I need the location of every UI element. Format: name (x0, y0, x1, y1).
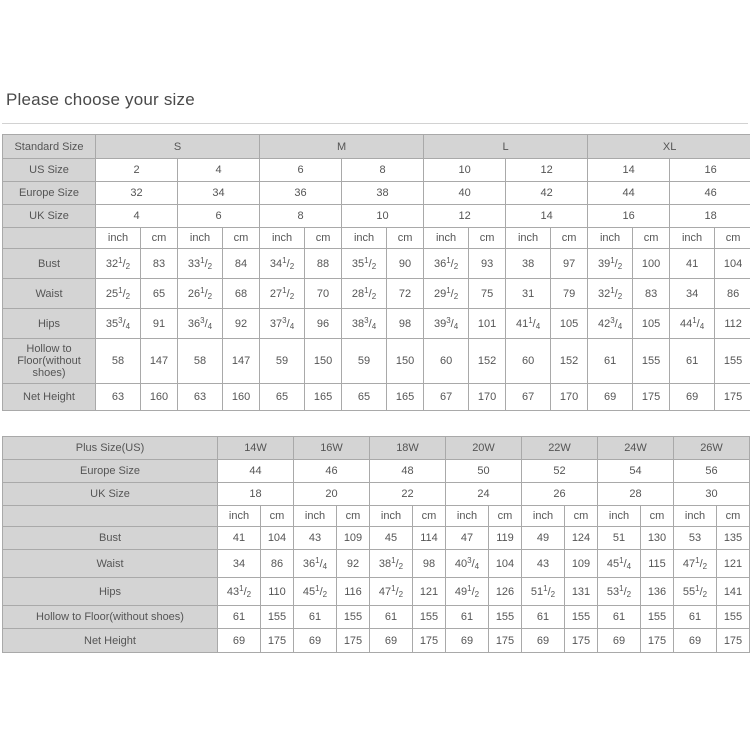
size-group-cell: 26W (674, 437, 750, 460)
title-divider (2, 123, 748, 124)
unit-cell: cm (413, 506, 446, 527)
measure-value-cell: 45 (370, 527, 413, 550)
row-label-cell: Hips (3, 309, 96, 339)
measure-value-cell: 70 (305, 279, 342, 309)
measure-value-cell: 101 (469, 309, 506, 339)
measure-value-cell: 75 (469, 279, 506, 309)
row-label-cell: Hollow to Floor(without shoes) (3, 606, 218, 629)
measure-value-cell: 38 (506, 249, 551, 279)
size-group-cell: S (96, 135, 260, 159)
standard-size-table (2, 134, 750, 411)
size-value-cell: 40 (424, 182, 506, 205)
size-value-cell: 50 (446, 460, 522, 483)
measure-value-cell: $35^3/_4$ (96, 309, 141, 339)
size-value-cell: 8 (260, 205, 342, 228)
unit-cell: inch (506, 228, 551, 249)
measure-value-cell: 63 (178, 384, 223, 411)
unit-cell: cm (141, 228, 178, 249)
unit-cell: cm (633, 228, 670, 249)
size-group-cell: L (424, 135, 588, 159)
measure-value-cell: $29^1/_2$ (424, 279, 469, 309)
size-group-cell: 20W (446, 437, 522, 460)
table-row (3, 606, 750, 629)
measure-value-cell: 43 (522, 550, 565, 578)
measure-value-cell: 152 (469, 339, 506, 384)
measure-value-cell: $38^3/_4$ (342, 309, 387, 339)
unit-cell: inch (370, 506, 413, 527)
measure-value-cell: $33^1/_2$ (178, 249, 223, 279)
measure-value-cell: 115 (641, 550, 674, 578)
unit-cell: inch (218, 506, 261, 527)
measure-value-cell: 175 (413, 629, 446, 653)
table-row (3, 279, 750, 309)
unit-cell: inch (598, 506, 641, 527)
unit-cell: cm (305, 228, 342, 249)
size-value-cell: 42 (506, 182, 588, 205)
measure-value-cell: 92 (337, 550, 370, 578)
row-label-cell: UK Size (3, 483, 218, 506)
measure-value-cell: $32^1/_2$ (588, 279, 633, 309)
measure-value-cell: 61 (370, 606, 413, 629)
measure-value-cell: 41 (218, 527, 261, 550)
measure-value-cell: $51^1/_2$ (522, 578, 565, 606)
measure-value-cell: 65 (260, 384, 305, 411)
size-group-cell: 18W (370, 437, 446, 460)
measure-value-cell: $47^1/_2$ (674, 550, 717, 578)
size-group-cell: XL (588, 135, 750, 159)
measure-value-cell: 155 (413, 606, 446, 629)
size-value-cell: 38 (342, 182, 424, 205)
measure-value-cell: 155 (633, 339, 670, 384)
measure-value-cell: 104 (261, 527, 294, 550)
unit-cell: cm (469, 228, 506, 249)
measure-value-cell: 51 (598, 527, 641, 550)
measure-value-cell: 135 (717, 527, 750, 550)
page-title: Please choose your size (6, 90, 195, 109)
measure-value-cell: $55^1/_2$ (674, 578, 717, 606)
row-label-cell: Net Height (3, 384, 96, 411)
measure-value-cell: 175 (641, 629, 674, 653)
measure-value-cell: 69 (674, 629, 717, 653)
size-value-cell: 36 (260, 182, 342, 205)
measure-value-cell: $39^1/_2$ (588, 249, 633, 279)
measure-value-cell: 109 (337, 527, 370, 550)
size-value-cell: 28 (598, 483, 674, 506)
measure-value-cell: 58 (178, 339, 223, 384)
measure-value-cell: 83 (141, 249, 178, 279)
measure-value-cell: 91 (141, 309, 178, 339)
unit-header-row (3, 228, 750, 249)
measure-value-cell: 59 (260, 339, 305, 384)
measure-value-cell: 165 (305, 384, 342, 411)
measure-value-cell: $36^3/_4$ (178, 309, 223, 339)
size-value-cell: 20 (294, 483, 370, 506)
measure-value-cell: 175 (717, 629, 750, 653)
row-label-cell: Hips (3, 578, 218, 606)
measure-value-cell: 121 (717, 550, 750, 578)
measure-value-cell: 155 (715, 339, 750, 384)
unit-cell: inch (294, 506, 337, 527)
size-group-cell: 24W (598, 437, 674, 460)
unit-cell: inch (96, 228, 141, 249)
measure-value-cell: 130 (641, 527, 674, 550)
size-value-cell: 48 (370, 460, 446, 483)
measure-value-cell: $43^1/_2$ (218, 578, 261, 606)
size-value-cell: 34 (178, 182, 260, 205)
size-value-cell: 54 (598, 460, 674, 483)
measure-value-cell: $45^1/_4$ (598, 550, 641, 578)
table-row (3, 205, 750, 228)
measure-value-cell: 155 (261, 606, 294, 629)
measure-value-cell: 31 (506, 279, 551, 309)
table-row (3, 159, 750, 182)
measure-value-cell: 126 (489, 578, 522, 606)
measure-value-cell: 69 (218, 629, 261, 653)
unit-cell: cm (387, 228, 424, 249)
measure-value-cell: 136 (641, 578, 674, 606)
size-value-cell: 4 (178, 159, 260, 182)
row-label-cell: Europe Size (3, 460, 218, 483)
measure-value-cell: $53^1/_2$ (598, 578, 641, 606)
measure-value-cell: 150 (305, 339, 342, 384)
measure-value-cell: 116 (337, 578, 370, 606)
table-row (3, 182, 750, 205)
row-label-cell: Net Height (3, 629, 218, 653)
table-row (3, 309, 750, 339)
measure-value-cell: 63 (96, 384, 141, 411)
measure-value-cell: 175 (633, 384, 670, 411)
measure-value-cell: 65 (141, 279, 178, 309)
size-value-cell: 18 (218, 483, 294, 506)
size-value-cell: 12 (424, 205, 506, 228)
measure-value-cell: 109 (565, 550, 598, 578)
size-value-cell: 22 (370, 483, 446, 506)
size-value-cell: 44 (588, 182, 670, 205)
measure-value-cell: 61 (674, 606, 717, 629)
measure-value-cell: $34^1/_2$ (260, 249, 305, 279)
table-row (3, 629, 750, 653)
measure-value-cell: 155 (489, 606, 522, 629)
size-value-cell: 10 (342, 205, 424, 228)
measure-value-cell: 43 (294, 527, 337, 550)
size-value-cell: 52 (522, 460, 598, 483)
measure-value-cell: 175 (337, 629, 370, 653)
size-value-cell: 4 (96, 205, 178, 228)
size-value-cell: 46 (294, 460, 370, 483)
size-value-cell: 10 (424, 159, 506, 182)
table-header-row (3, 135, 750, 159)
row-label-cell: Waist (3, 279, 96, 309)
unit-cell: inch (674, 506, 717, 527)
size-value-cell: 24 (446, 483, 522, 506)
measure-value-cell: $35^1/_2$ (342, 249, 387, 279)
measure-value-cell: 105 (633, 309, 670, 339)
measure-value-cell: 41 (670, 249, 715, 279)
row-label-cell: Waist (3, 550, 218, 578)
measure-value-cell: 98 (387, 309, 424, 339)
size-value-cell: 6 (178, 205, 260, 228)
measure-value-cell: 155 (337, 606, 370, 629)
table-row (3, 384, 750, 411)
measure-value-cell: 61 (218, 606, 261, 629)
table-row (3, 527, 750, 550)
blank-label-cell (3, 506, 218, 527)
size-value-cell: 44 (218, 460, 294, 483)
measure-value-cell: $45^1/_2$ (294, 578, 337, 606)
measure-value-cell: 175 (565, 629, 598, 653)
measure-value-cell: 72 (387, 279, 424, 309)
size-value-cell: 32 (96, 182, 178, 205)
measure-value-cell: 170 (469, 384, 506, 411)
measure-value-cell: 160 (223, 384, 260, 411)
measure-value-cell: 93 (469, 249, 506, 279)
measure-value-cell: 88 (305, 249, 342, 279)
table-row (3, 249, 750, 279)
measure-value-cell: 114 (413, 527, 446, 550)
measure-value-cell: 98 (413, 550, 446, 578)
size-value-cell: 46 (670, 182, 750, 205)
measure-value-cell: 131 (565, 578, 598, 606)
row-label-cell: Bust (3, 527, 218, 550)
measure-value-cell: 69 (294, 629, 337, 653)
measure-value-cell: 110 (261, 578, 294, 606)
size-value-cell: 56 (674, 460, 750, 483)
row-label-cell: US Size (3, 159, 96, 182)
corner-label-cell: Standard Size (3, 135, 96, 159)
measure-value-cell: 165 (387, 384, 424, 411)
measure-value-cell: 141 (717, 578, 750, 606)
unit-cell: inch (588, 228, 633, 249)
unit-cell: inch (342, 228, 387, 249)
row-label-cell: Hollow to Floor(without shoes) (3, 339, 96, 384)
unit-cell: inch (178, 228, 223, 249)
size-group-cell: 16W (294, 437, 370, 460)
measure-value-cell: 69 (588, 384, 633, 411)
measure-value-cell: 150 (387, 339, 424, 384)
measure-value-cell: 160 (141, 384, 178, 411)
measure-value-cell: 97 (551, 249, 588, 279)
measure-value-cell: 69 (670, 384, 715, 411)
measure-value-cell: 170 (551, 384, 588, 411)
measure-value-cell: $36^1/_2$ (424, 249, 469, 279)
size-value-cell: 2 (96, 159, 178, 182)
measure-value-cell: 112 (715, 309, 750, 339)
measure-value-cell: 67 (506, 384, 551, 411)
measure-value-cell: 69 (446, 629, 489, 653)
measure-value-cell: $40^3/_4$ (446, 550, 489, 578)
measure-value-cell: 155 (641, 606, 674, 629)
measure-value-cell: 69 (370, 629, 413, 653)
measure-value-cell: 155 (565, 606, 598, 629)
measure-value-cell: 104 (489, 550, 522, 578)
measure-value-cell: $44^1/_4$ (670, 309, 715, 339)
unit-cell: cm (337, 506, 370, 527)
measure-value-cell: 69 (598, 629, 641, 653)
measure-value-cell: 83 (633, 279, 670, 309)
unit-cell: inch (522, 506, 565, 527)
measure-value-cell: 104 (715, 249, 750, 279)
table-row (3, 483, 750, 506)
measure-value-cell: 58 (96, 339, 141, 384)
measure-value-cell: 60 (424, 339, 469, 384)
unit-cell: cm (715, 228, 750, 249)
measure-value-cell: 175 (715, 384, 750, 411)
unit-cell: cm (641, 506, 674, 527)
size-value-cell: 26 (522, 483, 598, 506)
measure-value-cell: 119 (489, 527, 522, 550)
measure-value-cell: 34 (218, 550, 261, 578)
table-header-row (3, 437, 750, 460)
corner-label-cell: Plus Size(US) (3, 437, 218, 460)
measure-value-cell: 34 (670, 279, 715, 309)
measure-value-cell: $25^1/_2$ (96, 279, 141, 309)
measure-value-cell: 68 (223, 279, 260, 309)
unit-cell: inch (424, 228, 469, 249)
blank-label-cell (3, 228, 96, 249)
measure-value-cell: 67 (424, 384, 469, 411)
size-value-cell: 16 (670, 159, 750, 182)
measure-value-cell: 47 (446, 527, 489, 550)
unit-cell: cm (717, 506, 750, 527)
size-value-cell: 14 (588, 159, 670, 182)
unit-cell: cm (551, 228, 588, 249)
measure-value-cell: $42^3/_4$ (588, 309, 633, 339)
measure-value-cell: $49^1/_2$ (446, 578, 489, 606)
table-row (3, 460, 750, 483)
unit-cell: inch (260, 228, 305, 249)
measure-value-cell: 49 (522, 527, 565, 550)
unit-cell: cm (565, 506, 598, 527)
size-value-cell: 16 (588, 205, 670, 228)
unit-cell: cm (223, 228, 260, 249)
measure-value-cell: 147 (223, 339, 260, 384)
measure-value-cell: 61 (294, 606, 337, 629)
measure-value-cell: 121 (413, 578, 446, 606)
measure-value-cell: 105 (551, 309, 588, 339)
measure-value-cell: 124 (565, 527, 598, 550)
table-row (3, 550, 750, 578)
unit-cell: cm (489, 506, 522, 527)
measure-value-cell: 84 (223, 249, 260, 279)
measure-value-cell: 96 (305, 309, 342, 339)
measure-value-cell: 86 (715, 279, 750, 309)
unit-header-row (3, 506, 750, 527)
size-value-cell: 18 (670, 205, 750, 228)
size-value-cell: 12 (506, 159, 588, 182)
measure-value-cell: 86 (261, 550, 294, 578)
size-value-cell: 6 (260, 159, 342, 182)
measure-value-cell: 175 (261, 629, 294, 653)
measure-value-cell: 90 (387, 249, 424, 279)
size-group-cell: 14W (218, 437, 294, 460)
measure-value-cell: 69 (522, 629, 565, 653)
measure-value-cell: 53 (674, 527, 717, 550)
plus-size-table (2, 436, 750, 653)
measure-value-cell: 59 (342, 339, 387, 384)
measure-value-cell: 61 (588, 339, 633, 384)
measure-value-cell: $28^1/_2$ (342, 279, 387, 309)
size-value-cell: 30 (674, 483, 750, 506)
measure-value-cell: $38^1/_2$ (370, 550, 413, 578)
measure-value-cell: 100 (633, 249, 670, 279)
unit-cell: inch (446, 506, 489, 527)
measure-value-cell: 147 (141, 339, 178, 384)
measure-value-cell: 61 (446, 606, 489, 629)
measure-value-cell: 175 (489, 629, 522, 653)
measure-value-cell: 61 (598, 606, 641, 629)
measure-value-cell: 152 (551, 339, 588, 384)
table-row (3, 578, 750, 606)
measure-value-cell: $47^1/_2$ (370, 578, 413, 606)
measure-value-cell: $26^1/_2$ (178, 279, 223, 309)
size-group-cell: M (260, 135, 424, 159)
size-value-cell: 14 (506, 205, 588, 228)
measure-value-cell: $36^1/_4$ (294, 550, 337, 578)
measure-value-cell: 65 (342, 384, 387, 411)
table-row (3, 339, 750, 384)
measure-value-cell: 155 (717, 606, 750, 629)
unit-cell: cm (261, 506, 294, 527)
measure-value-cell: 61 (670, 339, 715, 384)
measure-value-cell: $37^3/_4$ (260, 309, 305, 339)
row-label-cell: Europe Size (3, 182, 96, 205)
measure-value-cell: 79 (551, 279, 588, 309)
measure-value-cell: $41^1/_4$ (506, 309, 551, 339)
measure-value-cell: $27^1/_2$ (260, 279, 305, 309)
measure-value-cell: $39^3/_4$ (424, 309, 469, 339)
size-group-cell: 22W (522, 437, 598, 460)
measure-value-cell: 61 (522, 606, 565, 629)
row-label-cell: UK Size (3, 205, 96, 228)
measure-value-cell: 92 (223, 309, 260, 339)
measure-value-cell: $32^1/_2$ (96, 249, 141, 279)
size-value-cell: 8 (342, 159, 424, 182)
measure-value-cell: 60 (506, 339, 551, 384)
row-label-cell: Bust (3, 249, 96, 279)
unit-cell: inch (670, 228, 715, 249)
